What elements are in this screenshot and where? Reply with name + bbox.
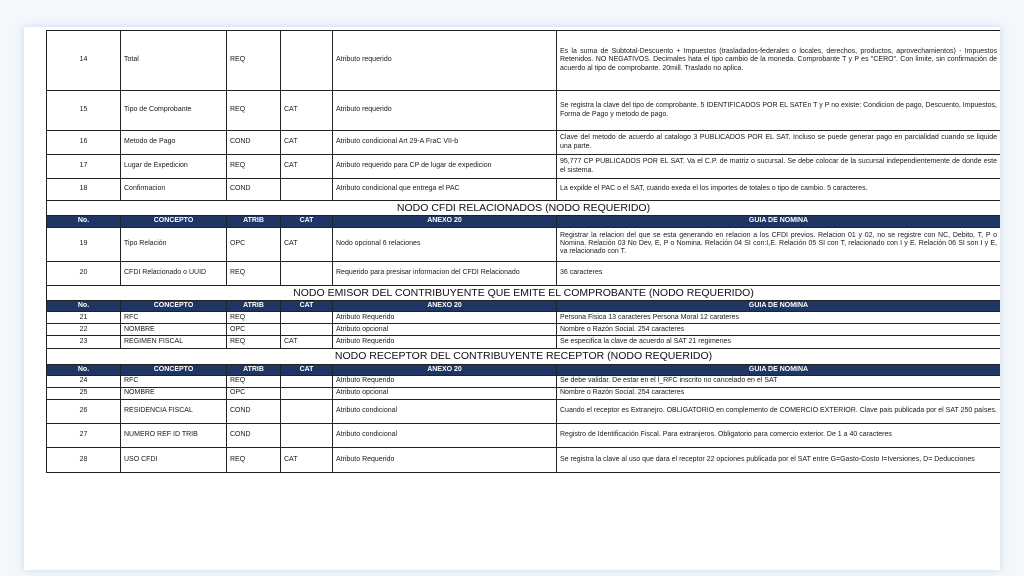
cell-atrib: COND (227, 131, 281, 155)
cell-concepto: RESIDENCIA FISCAL (121, 399, 227, 423)
cell-cat (281, 261, 333, 285)
cell-guia: Se debe validar. De estar en el l_RFC inscrito no cancelado en el SAT (557, 375, 1001, 387)
column-header: ATRIB (227, 301, 281, 312)
cell-no: 24 (47, 375, 121, 387)
cell-cat: CAT (281, 227, 333, 261)
cell-no: 18 (47, 179, 121, 201)
table-row (47, 423, 1001, 447)
cell-concepto: Total (121, 31, 227, 91)
cell-guia: Se registra la clave al uso que dara el receptor 22 opciones publicada por el SAT entre G=Gasto-Costo I=Iversiones, D= Deducciones (557, 447, 1001, 472)
cell-concepto: Lugar de Expedicion (121, 155, 227, 179)
cell-concepto: NOMBRE (121, 387, 227, 399)
cell-atrib: COND (227, 423, 281, 447)
cell-concepto: NOMBRE (121, 324, 227, 336)
cell-no: 22 (47, 324, 121, 336)
cell-anexo: Atributo condicional Art 29-A FraC VII-b (333, 131, 557, 155)
column-header: No. (47, 364, 121, 375)
column-header: ANEXO 20 (333, 216, 557, 227)
cell-cat (281, 387, 333, 399)
cell-atrib: OPC (227, 387, 281, 399)
cell-guia: Se registra la clave del tipo de comprobante. 5 IDENTIFICADOS POR EL SATEn T y P no existe: Condicion de pago, Descuento, Impuestos, Forma de Pago y metodo de pago. (557, 91, 1001, 131)
cell-guia: Clave del metodo de acuerdo al catalogo 3 PUBLICADOS POR EL SAT. Incluso se puede generar pago en parcialidad cuando se liquide una parte. (557, 131, 1001, 155)
cell-atrib: REQ (227, 31, 281, 91)
cell-atrib: OPC (227, 324, 281, 336)
cell-guia: Se especifica la clave de acuerdo al SAT 21 regimenes (557, 336, 1001, 349)
cell-anexo: Atributo opcional (333, 324, 557, 336)
section-title: NODO CFDI RELACIONADOS (NODO REQUERIDO) (47, 201, 1001, 216)
column-header: ATRIB (227, 364, 281, 375)
section-title-row (47, 201, 1001, 216)
cell-concepto: Confirmacion (121, 179, 227, 201)
table-row (47, 399, 1001, 423)
cell-concepto: RFC (121, 312, 227, 324)
cell-cat: CAT (281, 336, 333, 349)
cell-concepto: Tipo de Comprobante (121, 91, 227, 131)
cell-cat: CAT (281, 155, 333, 179)
cell-anexo: Atributo Requerido (333, 312, 557, 324)
column-header: CAT (281, 216, 333, 227)
cell-anexo: Atributo condicional (333, 399, 557, 423)
section-title: NODO RECEPTOR DEL CONTRIBUYENTE RECEPTOR (NODO REQUERIDO) (47, 349, 1001, 364)
column-header: CONCEPTO (121, 216, 227, 227)
column-header: CONCEPTO (121, 364, 227, 375)
column-header: No. (47, 301, 121, 312)
cell-cat (281, 312, 333, 324)
cell-concepto: REGIMEN FISCAL (121, 336, 227, 349)
cell-cat (281, 324, 333, 336)
cell-anexo: Atributo requerido para CP de lugar de expedicion (333, 155, 557, 179)
cell-concepto: RFC (121, 375, 227, 387)
table-row (47, 336, 1001, 349)
spreadsheet-page (24, 27, 1000, 570)
cell-anexo: Atributo requerido (333, 91, 557, 131)
cell-cat (281, 399, 333, 423)
cell-no: 27 (47, 423, 121, 447)
cell-atrib: COND (227, 179, 281, 201)
cell-cat (281, 423, 333, 447)
cfdi-requirements-table (46, 30, 1000, 473)
table-row (47, 179, 1001, 201)
cell-anexo: Atributo Requerido (333, 447, 557, 472)
column-header: ANEXO 20 (333, 301, 557, 312)
cell-concepto: CFDI Relacionado o UUID (121, 261, 227, 285)
section-title-row (47, 285, 1001, 300)
cell-cat (281, 375, 333, 387)
cell-no: 21 (47, 312, 121, 324)
table-row (47, 155, 1001, 179)
cell-anexo: Nodo opcional 6 relaciones (333, 227, 557, 261)
cell-anexo: Atributo requerido (333, 31, 557, 91)
cell-no: 19 (47, 227, 121, 261)
cell-guia: 95,777 CP PUBLICADOS POR EL SAT. Va el C.P. de matriz o sucursal. Se debe colocar de la sucursal independientemente de donde este el sistema. (557, 155, 1001, 179)
cell-anexo: Atributo opcional (333, 387, 557, 399)
cell-guia: La expilde el PAC o el SAT, cuando exeda el los importes de totales o tipo de cambio. 5 caracteres. (557, 179, 1001, 201)
column-header: ATRIB (227, 216, 281, 227)
column-header: CAT (281, 364, 333, 375)
table-row (47, 31, 1001, 91)
cell-guia: Es la suma de Subtotal-Descuento + Impuestos (trasladados-federales o locales, derechos, productos, aprovechamientos) - Impuestos Retenidos. NO NEGATIVOS. Decimales hata el tipo cambio de la moneda. Comprobante T y P es "CERO". Con limite, sin confirmación de acuerdo al tipo de comprobante. 20mill. Traslado no aplica. (557, 31, 1001, 91)
cell-concepto: NUMERO REF ID TRIB (121, 423, 227, 447)
section-title: NODO EMISOR DEL CONTRIBUYENTE QUE EMITE EL COMPROBANTE (NODO REQUERIDO) (47, 285, 1001, 300)
column-header: No. (47, 216, 121, 227)
cell-no: 25 (47, 387, 121, 399)
cell-anexo: Atributo condicional que entrega el PAC (333, 179, 557, 201)
table-row (47, 447, 1001, 472)
table-row (47, 131, 1001, 155)
cell-guia: Persona Fisica 13 caracteres Persona Moral 12 carateres (557, 312, 1001, 324)
cell-cat: CAT (281, 447, 333, 472)
cell-guia: Cuando el receptor es Extranejro. OBLIGATORIO en complemento de COMERCIO EXTERIOR. Clave pais publicada por el SAT 250 países. (557, 399, 1001, 423)
table-row (47, 261, 1001, 285)
section-title-row (47, 349, 1001, 364)
column-header: CONCEPTO (121, 301, 227, 312)
cell-no: 26 (47, 399, 121, 423)
cell-atrib: REQ (227, 261, 281, 285)
cell-atrib: REQ (227, 91, 281, 131)
table-row (47, 324, 1001, 336)
cell-guia: Nombre o Razón Social. 254 caracteres (557, 324, 1001, 336)
cell-concepto: USO CFDI (121, 447, 227, 472)
cell-no: 14 (47, 31, 121, 91)
column-header: GUIA DE NOMINA (557, 364, 1001, 375)
cell-no: 17 (47, 155, 121, 179)
column-header-row (47, 301, 1001, 312)
cell-no: 15 (47, 91, 121, 131)
cell-atrib: COND (227, 399, 281, 423)
cell-no: 20 (47, 261, 121, 285)
cell-no: 28 (47, 447, 121, 472)
column-header: ANEXO 20 (333, 364, 557, 375)
cell-cat: CAT (281, 131, 333, 155)
table-row (47, 375, 1001, 387)
table-row (47, 387, 1001, 399)
cell-atrib: REQ (227, 336, 281, 349)
cell-concepto: Tipo Relación (121, 227, 227, 261)
cell-cat: CAT (281, 91, 333, 131)
cell-cat (281, 31, 333, 91)
cell-atrib: REQ (227, 155, 281, 179)
cell-anexo: Requerido para presisar informacion del CFDI Relacionado (333, 261, 557, 285)
cell-anexo: Atributo Requerido (333, 375, 557, 387)
cell-guia: Registro de Identificación Fiscal. Para extranjeros. Obligatorio para comercio exterior. De 1 a 40 caracteres (557, 423, 1001, 447)
cell-concepto: Metodo de Pago (121, 131, 227, 155)
cell-guia: Registrar la relacion del que se esta generando en relacion a los CFDI previos. Relacion 01 y 02, no se registre con NC, Debito, T, P o Nomina. Relación 03 No Dev, E, P o Nomina. Relación 04 SI con:I,E. Relación 05 SI con T, relacionado con I y E. Relación 06 SI son I y E, va relacionado con T. (557, 227, 1001, 261)
table-row (47, 227, 1001, 261)
cell-atrib: OPC (227, 227, 281, 261)
cell-anexo: Atributo Requerido (333, 336, 557, 349)
column-header-row (47, 364, 1001, 375)
column-header: CAT (281, 301, 333, 312)
table-row (47, 312, 1001, 324)
cell-no: 23 (47, 336, 121, 349)
column-header-row (47, 216, 1001, 227)
cell-atrib: REQ (227, 375, 281, 387)
cell-atrib: REQ (227, 447, 281, 472)
table-row (47, 91, 1001, 131)
cell-cat (281, 179, 333, 201)
cell-anexo: Atributo condicional (333, 423, 557, 447)
cell-atrib: REQ (227, 312, 281, 324)
column-header: GUIA DE NOMINA (557, 301, 1001, 312)
column-header: GUIA DE NOMINA (557, 216, 1001, 227)
cell-guia: Nombre o Razón Social. 254 caracteres (557, 387, 1001, 399)
cell-no: 16 (47, 131, 121, 155)
cell-guia: 36 caracteres (557, 261, 1001, 285)
